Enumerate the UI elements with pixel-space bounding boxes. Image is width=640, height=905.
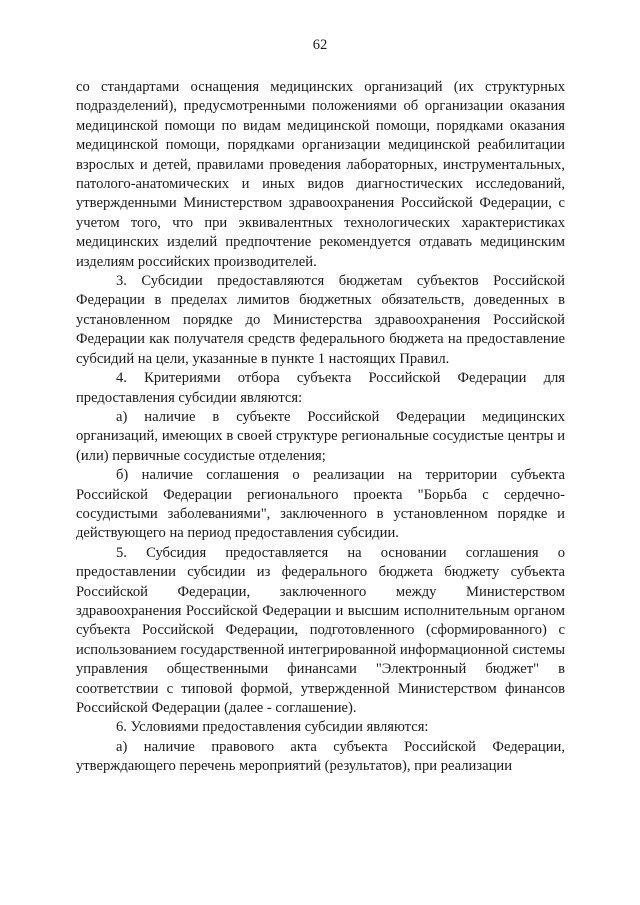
paragraph-clause-4a: а) наличие в субъекте Российской Федерации медицинских организаций, имеющих в своей структуре региональные сосудистые центры и (или) первичные сосудистые отделения;: [76, 408, 565, 464]
paragraph-continuation: со стандартами оснащения медицинских организаций (их структурных подразделений), предусмотренными положениями об организации оказания медицинской помощи по видам медицинской помощи, порядками оказания медицинской помощи, порядками организации медицинской реабилитации взрослых и детей, правилами проведения лабораторных, инструментальных, патолого-анатомических и иных видов диагностических исследований, утвержденными Министерством здравоохранения Российской Федерации, с учетом того, что при эквивалентных технологических характеристиках медицинских изделий предпочтение рекомендуется отдавать медицинским изделиям российских производителей.: [76, 79, 565, 270]
page-number: 62: [312, 37, 328, 53]
paragraph-clause-3: 3. Субсидии предоставляются бюджетам субъектов Российской Федерации в пределах лимитов бюджетных обязательств, доведенных в установленном порядке до Министерства здравоохранения Российской Федерации как получателя средств федерального бюджета на предоставление субсидий на цели, указанные в пункте 1 настоящих Правил.: [76, 273, 565, 367]
paragraph-clause-4: 4. Критериями отбора субъекта Российской Федерации для предоставления субсидии являются:: [76, 370, 565, 406]
paragraph-clause-6: 6. Условиями предоставления субсидии являются:: [116, 719, 429, 736]
paragraph-clause-6a: а) наличие правового акта субъекта Российской Федерации, утверждающего перечень мероприятий (результатов), при реализации: [76, 738, 565, 775]
paragraph-clause-5: 5. Субсидия предоставляется на основании соглашения о предоставлении субсидии из федерального бюджета бюджету субъекта Российской Федерации, заключенного между Министерством здравоохранения Российской Федерации и высшим исполнительным органом субъекта Российской Федерации, подготовленного (сформированного) с использованием государственной интегрированной информационной системы управления общественными финансами "Электронный бюджет" в соответствии с типовой формой, утвержденной Министерством финансов Российской Федерации (далее - соглашение).: [76, 544, 565, 716]
paragraph-clause-4b: б) наличие соглашения о реализации на территории субъекта Российской Федерации регионального проекта "Борьба с сердечно-сосудистыми заболеваниями", заключенного в установленном порядке и действующего на период предоставления субсидии.: [76, 467, 565, 542]
document-body: [76, 78, 565, 777]
